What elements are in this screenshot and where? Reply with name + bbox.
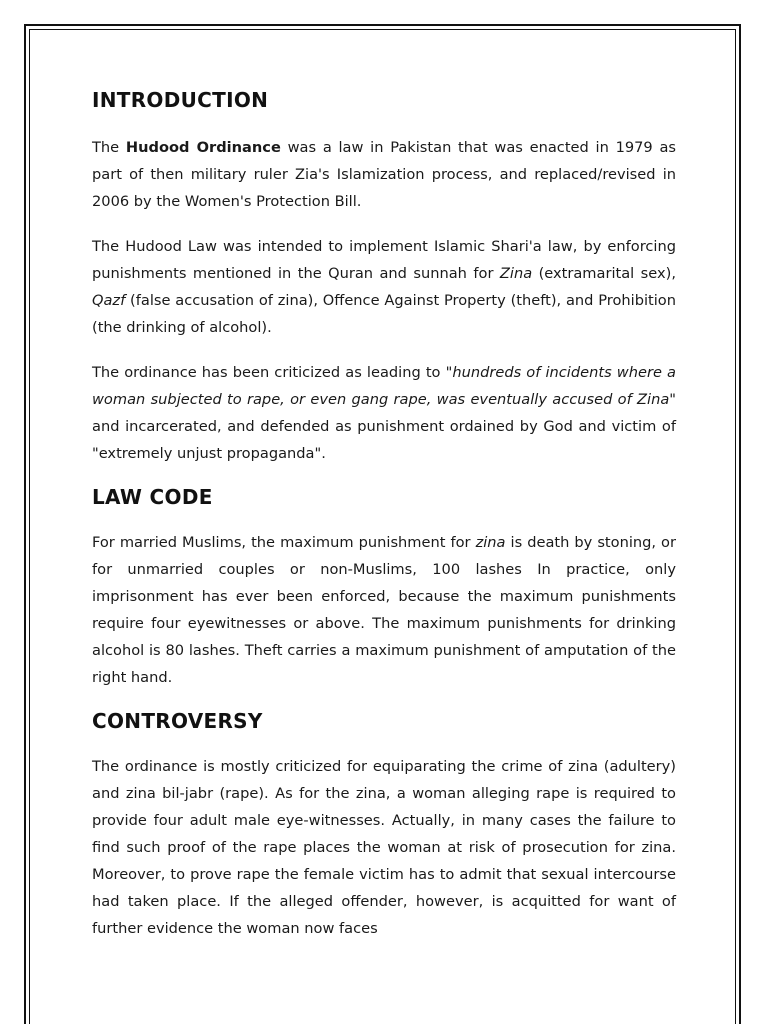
- intro-p2-italic-zina: Zina: [499, 265, 533, 282]
- intro-paragraph-1: [92, 134, 676, 215]
- intro-p2-text-c: (false accusation of zina), Offence Against Property (theft), and Prohibition (the drinking of alcohol).: [92, 292, 676, 336]
- intro-p2-text-b: (extramarital sex),: [532, 265, 676, 282]
- intro-paragraph-3: [92, 359, 676, 467]
- lawcode-p1-text-a: For married Muslims, the maximum punishment for: [92, 534, 476, 551]
- intro-paragraph-2: [92, 233, 676, 341]
- intro-p2-italic-qazf: Qazf: [92, 292, 126, 309]
- heading-introduction: INTRODUCTION: [92, 88, 269, 112]
- lawcode-paragraph-1: [92, 529, 676, 691]
- intro-p1-text-b: was a law in Pakistan that was enacted in 1979 as part of then military ruler Zia's Islamization process, and replaced/revised in 2006 by the Women's Protection Bill.: [92, 139, 676, 210]
- controversy-paragraph-1: The ordinance is mostly criticized for equiparating the crime of zina (adultery) and zina bil-jabr (rape). As for the zina, a woman alleging rape is required to provide four adult male eye-witnesses. Actually, in many cases the failure to find such proof of the rape places the woman at risk of prosecution for zina. Moreover, to prove rape the female victim has to admit that sexual intercourse had taken place. If the alleged offender, however, is acquitted for want of further evidence the woman now faces: [92, 758, 676, 937]
- intro-p3-italic-quote: hundreds of incidents where a woman subjected to rape, or even gang rape, was eventually accused of Zina: [92, 364, 676, 408]
- document-body: [92, 88, 676, 942]
- heading-law-code: LAW CODE: [92, 485, 213, 509]
- heading-controversy: CONTROVERSY: [92, 709, 263, 733]
- intro-p1-bold-term: Hudood Ordinance: [125, 139, 281, 156]
- intro-p2-text-a: The Hudood Law was intended to implement Islamic Shari'a law, by enforcing punishments mentioned in the Quran and sunnah for: [92, 238, 676, 282]
- lawcode-p1-italic-zina: zina: [475, 534, 506, 551]
- intro-p3-text-a: The ordinance has been criticized as leading to ": [92, 364, 453, 381]
- lawcode-p1-text-b: is death by stoning, or for unmarried couples or non-Muslims, 100 lashes In practice, only imprisonment has ever been enforced, because the maximum punishments require four eyewitnesses or above. The maximum punishments for drinking alcohol is 80 lashes. Theft carries a maximum punishment of amputation of the right hand.: [92, 534, 676, 686]
- intro-p1-text-a: The: [92, 139, 126, 156]
- intro-p3-text-b: " and incarcerated, and defended as punishment ordained by God and victim of "extremely unjust propaganda".: [92, 391, 676, 462]
